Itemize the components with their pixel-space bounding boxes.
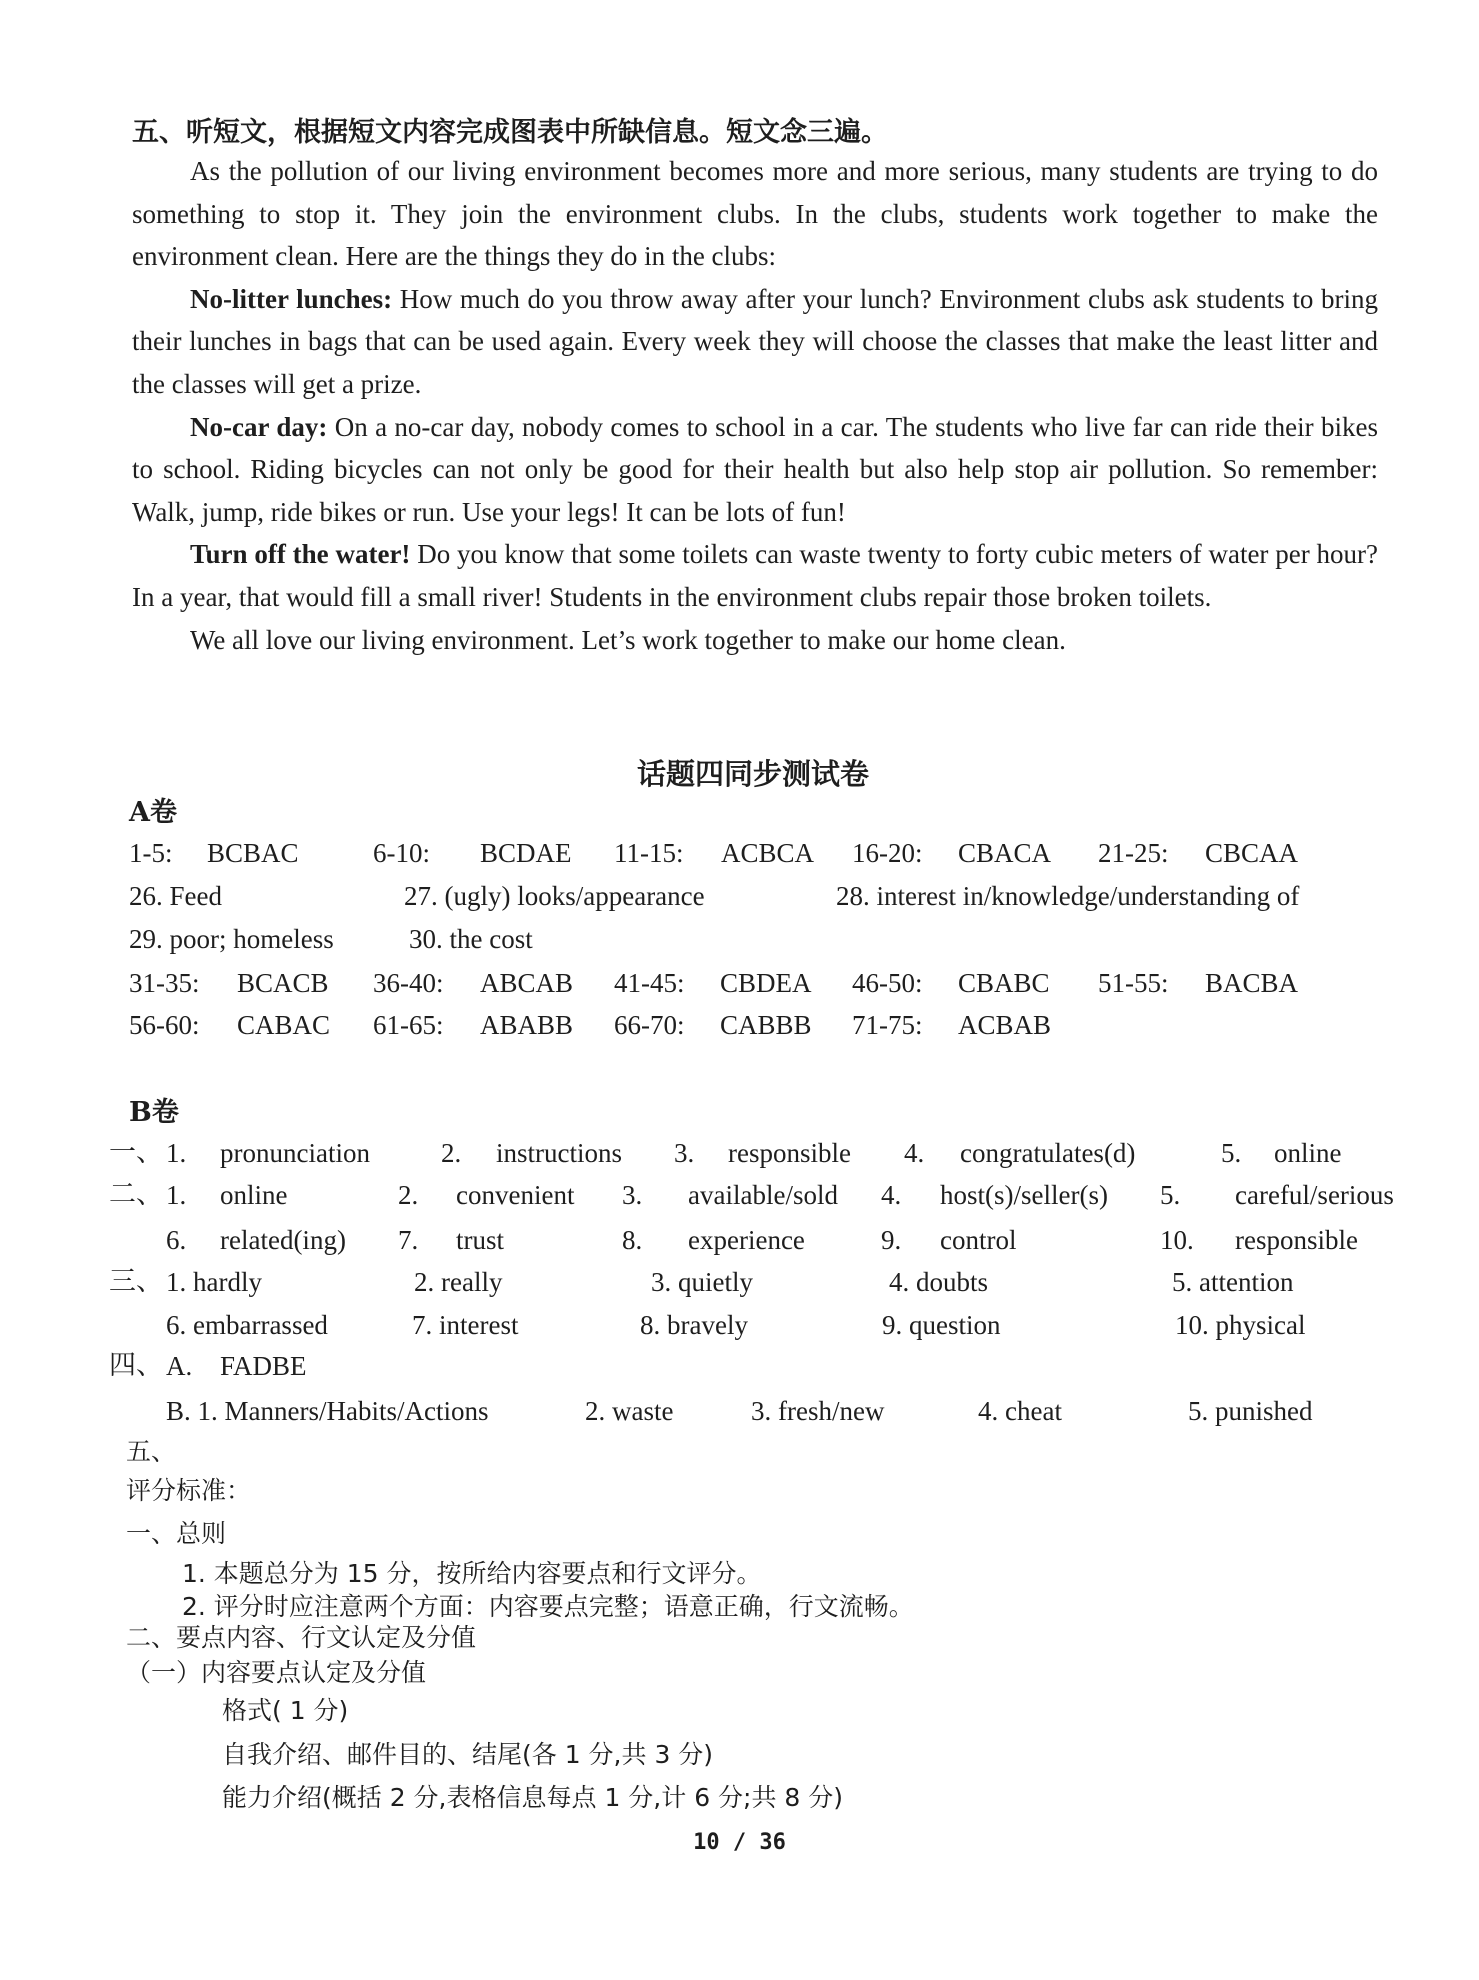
paragraph-lead: No-litter lunches: [190, 283, 393, 314]
answers: ABCAB [480, 968, 574, 998]
answers: BCACB [237, 968, 329, 998]
answer: available/sold [688, 1180, 838, 1210]
answer-row [0, 878, 1479, 914]
answer-row [0, 1007, 1479, 1043]
answer: 1. hardly [166, 1267, 262, 1297]
scoring-points: 二、要点内容、行文认定及分值 [126, 1623, 477, 1652]
answer: FADBE [220, 1351, 307, 1381]
answer: 7. interest [412, 1310, 519, 1340]
answer: 27. (ugly) looks/appearance [404, 881, 705, 911]
answer: congratulates(d) [960, 1138, 1136, 1168]
answer-row [0, 1264, 1479, 1300]
answers: ABABB [480, 1010, 574, 1040]
range: 36-40: [373, 968, 444, 998]
page-title: 话题四同步测试卷 [636, 757, 869, 791]
section-number: 五、 [126, 1437, 177, 1466]
range: 16-20: [852, 838, 923, 868]
item-number: 6. [166, 1225, 187, 1255]
scoring-sub: （一）内容要点认定及分值 [126, 1658, 427, 1687]
section-number: 一、 [109, 1137, 163, 1168]
answers: ACBCA [721, 838, 815, 868]
part-b-label: B卷 [129, 1097, 179, 1128]
item-number: 2. [441, 1138, 462, 1168]
answers: ACBAB [958, 1010, 1052, 1040]
range: 31-35: [129, 968, 200, 998]
scoring-rule: 1. 本题总分为 15 分，按所给内容要点和行文评分。 [182, 1559, 762, 1588]
range: 51-55: [1098, 968, 1169, 998]
item-number: 10. [1160, 1225, 1194, 1255]
item-number: 5. [1160, 1180, 1181, 1210]
answer: responsible [1235, 1225, 1358, 1255]
answer: 5. punished [1188, 1396, 1313, 1426]
range: 41-45: [614, 968, 685, 998]
item-number: 3. [674, 1138, 695, 1168]
section-number: 二、 [109, 1179, 163, 1210]
answer: 29. poor; homeless [129, 924, 334, 954]
range: 61-65: [373, 1010, 444, 1040]
paragraph [132, 278, 1378, 406]
paragraph: We all love our living environment. Let’s work together to make our home clean. [190, 624, 1066, 655]
answer: 28. interest in/knowledge/understanding of [836, 881, 1300, 911]
paragraph-text: How much do you throw away after your lunch? Environment clubs ask students to bring their lunches in bags that can be used again. Every week they will choose the classes that make the least litter and the classes will get a prize. [132, 283, 1378, 399]
answer: 9. question [882, 1310, 1001, 1340]
range: 1-5: [129, 838, 173, 868]
paragraph [132, 533, 1378, 618]
paragraph-lead: Turn off the water! [190, 539, 411, 570]
answers: BCBAC [207, 838, 299, 868]
answer: related(ing) [220, 1225, 346, 1255]
answer: 3. quietly [651, 1267, 753, 1297]
answers: CBDEA [720, 968, 812, 998]
range: 66-70: [614, 1010, 685, 1040]
answers: BCDAE [480, 838, 572, 868]
answer: 6. embarrassed [166, 1310, 328, 1340]
answer: host(s)/seller(s) [940, 1180, 1108, 1210]
scoring-title: 评分标准： [126, 1476, 252, 1505]
answers: CABAC [237, 1010, 331, 1040]
answer: 4. cheat [978, 1396, 1062, 1426]
answer: 30. the cost [409, 924, 533, 954]
section-number: 三、 [109, 1266, 163, 1297]
scoring-item: 自我介绍、邮件目的、结尾(各 1 分,共 3 分) [222, 1740, 714, 1769]
answer: 4. doubts [889, 1267, 989, 1297]
item-number: A. [166, 1351, 193, 1381]
item-number: 1. [166, 1138, 187, 1168]
range: 21-25: [1098, 838, 1169, 868]
answer: 2. waste [585, 1396, 674, 1426]
answers: CBACA [958, 838, 1052, 868]
item-number: 4. [881, 1180, 902, 1210]
answer-row [0, 1135, 1479, 1171]
answer-row [0, 921, 1479, 957]
answer: 8. bravely [640, 1310, 748, 1340]
scoring-general: 一、总则 [126, 1519, 227, 1548]
item-number: 7. [398, 1225, 419, 1255]
paragraph: As the pollution of our living environment becomes more and more serious, many students are trying to do something to stop it. They join the environment clubs. In the clubs, students work together to make the environment clean. Here are the things they do in the clubs: [132, 156, 1378, 272]
answer-row [0, 1307, 1479, 1343]
item-number: 5. [1221, 1138, 1242, 1168]
item-number: 8. [622, 1225, 643, 1255]
answer: 2. really [414, 1267, 503, 1297]
answer-row [0, 1348, 1479, 1384]
answer: online [1274, 1138, 1342, 1168]
answer-row [0, 1177, 1479, 1213]
answer: control [940, 1225, 1017, 1255]
answer: convenient [456, 1180, 575, 1210]
answer: experience [688, 1225, 805, 1255]
answer: B. 1. Manners/Habits/Actions [166, 1396, 489, 1426]
scoring-rule: 2. 评分时应注意两个方面：内容要点完整；语意正确，行文流畅。 [182, 1592, 914, 1621]
range: 6-10: [373, 838, 430, 868]
answer-row [0, 965, 1479, 1001]
answer: 3. fresh/new [751, 1396, 885, 1426]
answers: BACBA [1205, 968, 1299, 998]
answer: 5. attention [1172, 1267, 1294, 1297]
answer: careful/serious [1235, 1180, 1394, 1210]
page-number: 10 / 36 [693, 1830, 786, 1855]
part-a-label: A卷 [129, 797, 177, 828]
range: 46-50: [852, 968, 923, 998]
item-number: 4. [904, 1138, 925, 1168]
paragraph-text: On a no-car day, nobody comes to school in a car. The students who live far can ride their bikes to school. Riding bicycles can not only be good for their health but also help stop air pollution. So remember: Walk, jump, ride bikes or run. Use your legs! It can be lots of fun! [132, 411, 1378, 527]
range: 71-75: [852, 1010, 923, 1040]
item-number: 3. [622, 1180, 643, 1210]
answer-row [0, 835, 1479, 871]
paragraph [132, 406, 1378, 534]
answers: CBABC [958, 968, 1050, 998]
item-number: 1. [166, 1180, 187, 1210]
answers: CBCAA [1205, 838, 1299, 868]
item-number: 9. [881, 1225, 902, 1255]
answer: instructions [496, 1138, 622, 1168]
range: 11-15: [614, 838, 684, 868]
paragraph-lead: No-car day: [190, 411, 328, 442]
range: 56-60: [129, 1010, 200, 1040]
section-number: 四、 [109, 1350, 163, 1381]
listening-passage [132, 150, 1378, 661]
answer: pronunciation [220, 1138, 370, 1168]
answers: CABBB [720, 1010, 812, 1040]
scoring-item: 格式( 1 分) [222, 1696, 349, 1725]
answer: trust [456, 1225, 505, 1255]
answer: online [220, 1180, 288, 1210]
scoring-item: 能力介绍(概括 2 分,表格信息每点 1 分,计 6 分;共 8 分) [222, 1783, 844, 1812]
section-heading: 五、听短文，根据短文内容完成图表中所缺信息。短文念三遍。 [132, 117, 888, 148]
answer-row [0, 1222, 1479, 1258]
answer: responsible [728, 1138, 851, 1168]
answer-row [0, 1393, 1479, 1429]
paragraph-text: Do you know that some toilets can waste twenty to forty cubic meters of water per hour? In a year, that would fill a small river! Students in the environment clubs repair those broken toilets. [132, 539, 1379, 612]
answer: 10. physical [1175, 1310, 1306, 1340]
answer: 26. Feed [129, 881, 222, 911]
item-number: 2. [398, 1180, 419, 1210]
